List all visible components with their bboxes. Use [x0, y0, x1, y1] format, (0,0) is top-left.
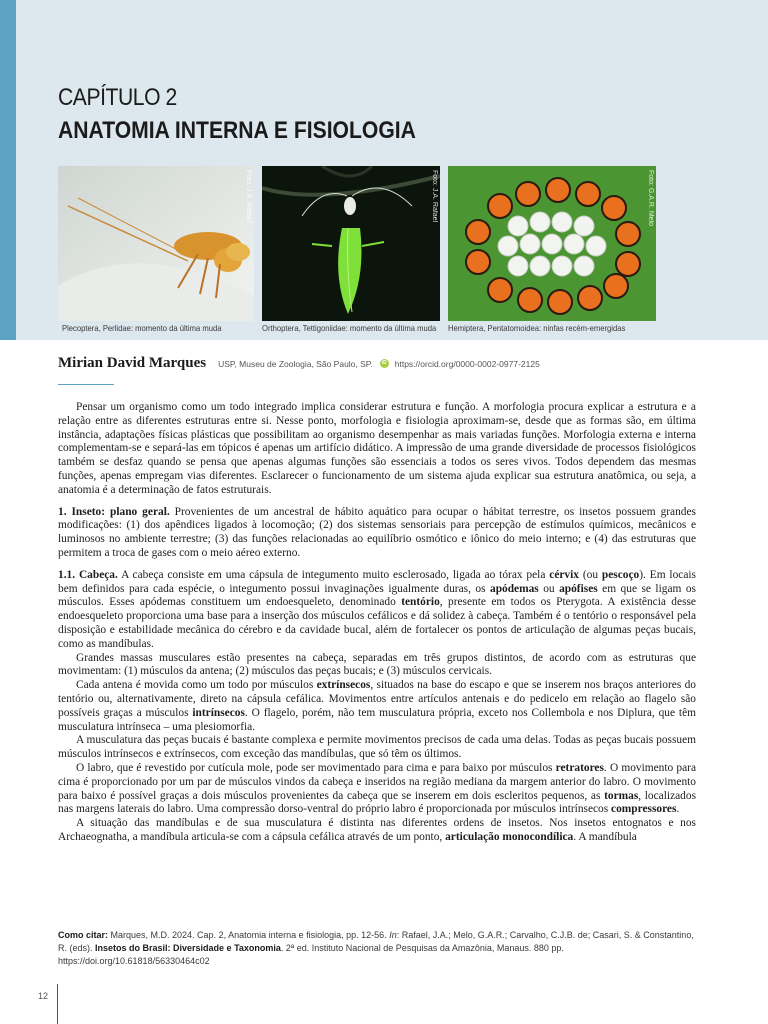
photo-orthoptera — [262, 166, 440, 321]
author-affiliation: USP, Museu de Zoologia, São Paulo, SP. — [218, 359, 373, 369]
photo-hemiptera — [448, 166, 656, 321]
orcid-link[interactable]: https://orcid.org/0000-0002-0977-2125 — [394, 359, 540, 369]
mandible-paragraph: A situação das mandíbulas e de sua musculatura é distinta nas diferentes ordens de insetos. Nos insetos entognatos e nos Archaeognatha, a mandíbula articula-se com a cápsula cefálica através de um ponto, articulação monocondílica. A mandíbula — [58, 817, 696, 843]
section-1-heading: 1. Inseto: plano geral. — [58, 505, 170, 518]
hemiptera-image — [448, 166, 656, 321]
section-1-paragraph: 1. Inseto: plano geral. Provenientes de um ancestral de hábito aquático para ocupar o hábitat terrestre, os insetos possuem grandes modificações: (1) dos apêndices ligados à locomoção; (2) dos sistemas sensoriais para percepção de estímulos químicos, mecânicos e luminosos no ambiente terrestre; (3) das funções relacionadas ao equilíbrio osmótico e iônico do meio interno; e (4) das estruturas que permitem a troca de gases com o meio aéreo externo. — [58, 505, 696, 559]
author-divider — [58, 384, 114, 385]
photo-plecoptera — [58, 166, 254, 321]
page-number: 12 — [38, 991, 49, 1001]
book-title: Insetos do Brasil: Diversidade e Taxonomia — [95, 943, 281, 954]
accent-sidebar-bar — [0, 0, 16, 340]
doi-link[interactable]: https://doi.org/10.61818/56330464c02 — [58, 956, 210, 967]
photo-credit: Foto: J.A. Rafael — [431, 170, 438, 223]
chapter-label: CAPÍTULO 2 — [58, 84, 177, 111]
orcid-icon[interactable]: iD — [381, 359, 387, 366]
photo-caption-plecoptera: Plecoptera, Perlidae: momento da última muda — [62, 323, 222, 333]
orthoptera-image — [262, 166, 440, 321]
labrum-paragraph: O labro, que é revestido por cutícula mole, pode ser movimentado para cima e para baixo por músculos retratores. O movimento para cima é proporcionado por um par de músculos vindos da cabeça e inseridos na região mediana da margem anterior do labro. O movimento para baixo é possível graças a dois músculos provenientes da cabeça que se inserem em dois escleritos pequenos, as tormas, localizados nas margens laterais do labro. Uma compressão dorso-ventral do próprio labro é proporcionada por músculos intrínsecos compressores. — [58, 761, 697, 816]
antenna-paragraph: Cada antena é movida como um todo por músculos extrínsecos, situados na base do escapo e que se inserem nos braços anteriores do tentório ou, alternativamente, direto na cápsula cefálica. Movimentos entre artículos antenais e do pedicelo em relação ao flagelo são possíveis graças a músculos intrínsecos. O flagelo, porém, não tem musculatura própria, exceto nos Collembola e nos Diplura, que têm musculatura intrínseca – uma plesiomorfia. — [58, 679, 696, 733]
photo-credit: Foto: J.A. Rafael — [245, 170, 252, 223]
plecoptera-image — [58, 166, 254, 321]
author-name: Mirian David Marques — [58, 355, 207, 371]
section-1-1-paragraph: 1.1. Cabeça. A cabeça consiste em uma cápsula de integumento muito esclerosado, ligada ao tórax pela cérvix (ou pescoço). Em locais bem definidos para cada espécie, o integumento possui invaginações igualmente duras, os apódemas ou apófises em que se ligam os músculos. Esses apódemas constituem um endoesqueleto, denominado tentório, presente em todos os Pterygota. A existência desse endoesqueleto proporciona uma base para a inserção dos músculos cefálicos e dá solidez à cabeça. Também é o tentório o responsável pela disposição e estabilidade mecânica do cérebro e da cavidade bucal, além de fortalecer os pontos de articulação de algumas peças bucais, como as mandíbulas. — [58, 568, 696, 650]
citation-label: Como citar: — [58, 930, 109, 940]
muscles-paragraph: Grandes massas musculares estão presentes na cabeça, separadas em três grupos distintos, de acordo com as estruturas que movimentam: (1) músculos da antena; (2) músculos das peças bucais; e (3) músculos cervicais. — [58, 651, 696, 678]
section-1-1-heading: 1.1. Cabeça. — [58, 568, 118, 581]
photo-credit: Foto: G.A.R. Melo — [647, 170, 654, 227]
photo-caption-orthoptera: Orthoptera, Tettigoniidae: momento da última muda — [262, 323, 437, 333]
chapter-body — [58, 401, 696, 845]
author-line — [58, 354, 718, 372]
chapter-title: ANATOMIA INTERNA E FISIOLOGIA — [58, 117, 416, 144]
page-number-divider — [57, 984, 58, 1024]
mouthparts-paragraph: A musculatura das peças bucais é bastante complexa e permite movimentos precisos de cada uma delas. Todas as peças bucais possuem músculos intrínsecos e extrínsecos, com exceção das mandíbulas, que só têm os últimos. — [58, 734, 696, 761]
photo-caption-hemiptera: Hemiptera, Pentatomoidea: ninfas recém-emergidas — [448, 323, 626, 333]
intro-paragraph: Pensar um organismo como um todo integrado implica considerar estrutura e função. A morfologia procura explicar a estrutura e a relação entre as diferentes estruturas entre si. Nesse ponto, morfologia e fisiologia aproximam-se, desde que as formas são, em última instância, adaptações físicas plásticas que possibilitam ao organismo desempenhar as mais variadas funções. Morfologia externa e interna complementam-se e separá-las em tópicos é apenas um artifício didático. A impressão de uma grande diversidade de processos fisiológicos também se desfaz quando se pensa que apenas algumas funções são essenciais a todos os seres vivos. Todos dependem das mesmas funções, apenas empregam vias diferentes. Esclarecer o funcionamento de um sistema ajuda explicar sua estrutura anatômica, ou seja, a anatomia é a determinação de fatos estruturais. — [58, 401, 696, 496]
citation-block: Como citar: Marques, M.D. 2024. Cap. 2, Anatomia interna e fisiologia, pp. 12-56. In: Rafael, J.A.; Melo, G.A.R.; Carvalho, C.J.B. de; Casari, S. & Constantino, R. (eds). Insetos do Brasil: Diversidade e Taxonomia. 2ª ed. Instituto Nacional de Pesquisas da Amazônia, Manaus. 880 pp. https://doi.org/10.61818/56330464c02 — [58, 930, 694, 967]
